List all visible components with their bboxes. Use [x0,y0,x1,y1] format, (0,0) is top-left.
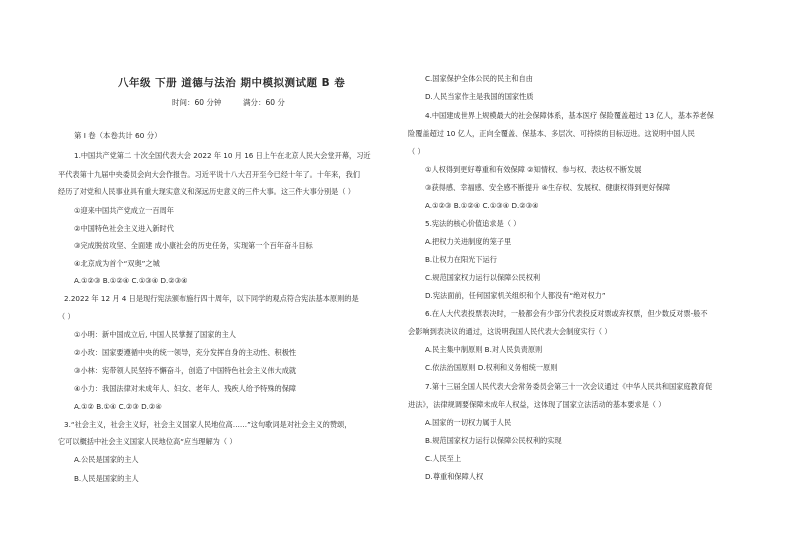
option-line: ①小明：新中国成立后, 中国人民掌握了国家的主人 [74,330,236,339]
option-line: D.尊重和保障人权 [425,472,484,481]
option-line: ①人权得到更好尊重和有效保障 ②知情权、参与权、表达权不断发展 [425,165,642,174]
option-line: C.人民至上 [425,454,462,463]
option-line: ③获得感、幸福感、安全感不断提升 ④生存权、发展权、健康权得到更好保障 [425,183,671,192]
option-line: ②小玫：国家要遵循中央的统一领导，充分发挥自身的主动性、积极性 [74,348,297,357]
question-line: （ ） [408,147,425,156]
answer-choices: A.①②③ B.①②④ C.①③④ D.②③④ [74,276,188,285]
option-line: A.公民是国家的主人 [74,455,139,464]
question-line: 进法》，法律规调要保障未成年人权益，这体现了国家立法活动的基本要求是（ ） [408,400,666,409]
option-line: ③完成脱贫攻坚、全面建 成小康社会的历史任务，实现第一个百年奋斗目标 [74,241,313,250]
option-line: A.国家的一切权力属于人民 [425,418,512,427]
question-line: 2.2022 年 12 月 4 日是现行宪法颁布施行四十周年，以下同学的观点符合宪法基本原则的是 [64,294,359,303]
option-line: D.宪法面前，任何国家机关组织和个人都没有“绝对权力” [425,291,606,300]
question-line: 1.中国共产党第二 十次全国代表大会 2022 年 10 月 16 日上午在北京人民大会堂开幕，习近 [74,151,371,160]
exam-score: 满分：60 分 [243,98,285,107]
option-line: C.国家保护全体公民的民主和自由 [425,74,533,83]
section-heading: 第 I 卷（本卷共计 60 分） [74,131,162,140]
question-line: 会影响到表决议的通过，这说明我国人民代表大会制度实行（ ） [408,327,612,336]
answer-choices: A.①②③ B.①②④ C.①③④ D.②③④ [425,201,539,210]
exam-time: 时间：60 分钟 [172,98,222,107]
option-line: ④小力：我国法律对未成年人、妇女、老年人、残疾人给予特殊的保障 [74,384,297,393]
option-line: D.人民当家作主是我国的国家性质 [425,92,534,101]
option-line: C.规范国家权力运行以保障公民权利 [425,273,541,282]
option-line: B.人民是国家的主人 [74,474,139,483]
option-line: A.把权力关进制度的笼子里 [425,237,512,246]
option-line: ①迎来中国共产党成立一百周年 [74,206,174,215]
answer-choices: A.①② B.①④ C.②③ D.②④ [74,402,162,411]
question-line: 险覆盖超过 10 亿人，正向全覆盖、保基本、多层次、可持续的目标迈进。这说明中国人民 [408,129,695,138]
answer-choices: C.依法治国原则 D.权利和义务相统一原则 [425,363,558,372]
question-line: 5.宪法的核心价值追求是（ ） [425,219,521,228]
question-line: 平代表第十九届中央委员会向大会作报告。习近平说十八大召开至今已经十年了。十年来，我们 [58,170,360,179]
question-line: （ ） [58,312,75,321]
question-line: 4.中国建成世界上规模最大的社会保障体系，基本医疗 保险覆盖超过 13 亿人，基本养老保 [425,111,714,120]
question-line: 经历了对党和人民事业具有重大现实意义和深远历史意义的三件大事。这三件大事分别是（ ） [58,187,355,196]
option-line: ③小林：宪带领人民坚持不懈奋斗，创造了中国特色社会主义伟大成就 [74,366,297,375]
option-line: ②中国特色社会主义进入新时代 [74,224,174,233]
option-line: B.规范国家权力运行以保障公民权利的实现 [425,436,562,445]
question-line: 3.“社会主义，社会主义好，社会主义国家人民地位高……”这句歌词是对社会主义的赞颂， [64,420,352,429]
question-line: 7.第十三届全国人民代表大会常务委员会第三十一次会议通过《中华人民共和国家庭教育促 [425,382,713,391]
option-line: ④北京成为首个“双奥”之城 [74,259,160,268]
exam-title: 八年级 下册 道德与法治 期中模拟测试题 B 卷 [118,77,346,89]
question-line: 6.在人大代表投票表决时，一般都会有少部分代表投反对票或弃权票，但少数反对票-般不 [425,309,708,318]
question-line: 它可以概括中社会主义国家人民地位高“应当理解为（ ） [58,437,237,446]
option-line: B.让权力在阳光下运行 [425,255,497,264]
answer-choices: A.民主集中制原则 B.对人民负责原则 [425,345,543,354]
